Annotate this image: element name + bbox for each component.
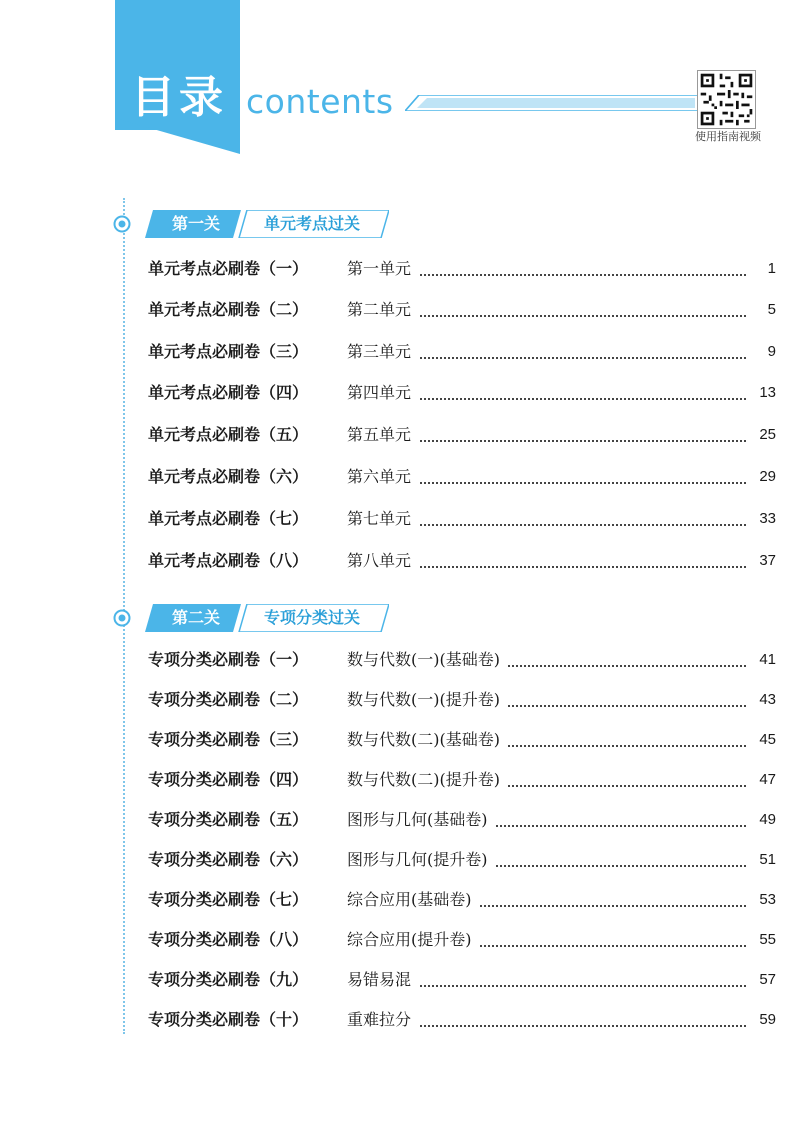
entry-title: 重难拉分 — [347, 1005, 419, 1035]
entry-page-number: 55 — [746, 925, 776, 955]
entry-label: 单元考点必刷卷（五） — [148, 425, 309, 444]
entry-page-number: 51 — [746, 845, 776, 875]
ring-bullet-icon — [113, 609, 131, 627]
entry-label: 专项分类必刷卷（七） — [148, 890, 309, 909]
entry-title: 第四单元 — [347, 378, 419, 408]
entry-title: 第五单元 — [347, 420, 419, 450]
toc-entry[interactable] — [148, 504, 776, 534]
entry-title: 数与代数(一)(基础卷) — [347, 645, 508, 675]
section-number: 第一关 — [171, 214, 220, 233]
entry-label: 单元考点必刷卷（八） — [148, 551, 309, 570]
toc-entry[interactable] — [148, 685, 776, 715]
toc-entry[interactable] — [148, 965, 776, 995]
entry-page-number: 13 — [746, 378, 776, 408]
section-number: 第二关 — [171, 608, 220, 627]
entry-page-number: 33 — [746, 504, 776, 534]
section-tag — [145, 604, 389, 632]
entry-page-number: 47 — [746, 765, 776, 795]
toc-entry[interactable] — [148, 765, 776, 795]
toc-entry[interactable] — [148, 420, 776, 450]
page-title: 目录 — [131, 72, 227, 123]
entry-title: 第二单元 — [347, 295, 419, 325]
entry-page-number: 37 — [746, 546, 776, 576]
entry-label: 专项分类必刷卷（九） — [148, 970, 309, 989]
entry-label: 单元考点必刷卷（二） — [148, 300, 309, 319]
toc-entry[interactable] — [148, 462, 776, 492]
entry-label: 专项分类必刷卷（四） — [148, 770, 309, 789]
qr-caption: 使用指南视频 — [695, 130, 761, 143]
entry-title: 图形与几何(基础卷) — [347, 805, 496, 835]
entry-title: 第七单元 — [347, 504, 419, 534]
toc-entry[interactable] — [148, 885, 776, 915]
entry-page-number: 57 — [746, 965, 776, 995]
entry-title: 综合应用(基础卷) — [347, 885, 480, 915]
toc-entry[interactable] — [148, 337, 776, 367]
toc-entry[interactable] — [148, 378, 776, 408]
entry-title: 数与代数(二)(提升卷) — [347, 765, 508, 795]
entry-label: 专项分类必刷卷（六） — [148, 850, 309, 869]
entry-title: 图形与几何(提升卷) — [347, 845, 496, 875]
entry-label: 专项分类必刷卷（二） — [148, 690, 309, 709]
entry-label: 专项分类必刷卷（五） — [148, 810, 309, 829]
entry-label: 单元考点必刷卷（一） — [148, 259, 309, 278]
entry-title: 易错易混 — [347, 965, 419, 995]
toc-entry[interactable] — [148, 295, 776, 325]
entry-title: 第一单元 — [347, 254, 419, 284]
entry-label: 专项分类必刷卷（三） — [148, 730, 309, 749]
entry-page-number: 59 — [746, 1005, 776, 1035]
entry-title: 第八单元 — [347, 546, 419, 576]
entry-label: 专项分类必刷卷（十） — [148, 1010, 309, 1029]
qr-code-image[interactable] — [697, 70, 756, 129]
entry-title: 数与代数(二)(基础卷) — [347, 725, 508, 755]
toc-entry[interactable] — [148, 725, 776, 755]
toc-entry[interactable] — [148, 805, 776, 835]
entry-page-number: 29 — [746, 462, 776, 492]
page-subtitle: contents — [246, 82, 394, 121]
toc-entry[interactable] — [148, 1005, 776, 1035]
toc-entry[interactable] — [148, 645, 776, 675]
entry-page-number: 53 — [746, 885, 776, 915]
toc-entry[interactable] — [148, 845, 776, 875]
entry-page-number: 43 — [746, 685, 776, 715]
entry-label: 单元考点必刷卷（七） — [148, 509, 309, 528]
entry-page-number: 1 — [746, 254, 776, 284]
entry-label: 专项分类必刷卷（八） — [148, 930, 309, 949]
entry-label: 单元考点必刷卷（六） — [148, 467, 309, 486]
entry-title: 第三单元 — [347, 337, 419, 367]
entry-page-number: 41 — [746, 645, 776, 675]
entry-page-number: 5 — [746, 295, 776, 325]
section-name: 专项分类过关 — [263, 608, 360, 627]
qr-code-icon — [698, 71, 755, 128]
toc-entry[interactable] — [148, 925, 776, 955]
entry-page-number: 9 — [746, 337, 776, 367]
entry-page-number: 25 — [746, 420, 776, 450]
ring-bullet-icon — [113, 215, 131, 233]
section-tag — [145, 210, 389, 238]
entry-page-number: 45 — [746, 725, 776, 755]
section-name: 单元考点过关 — [263, 214, 360, 233]
header-decorative-rule — [405, 95, 705, 111]
entry-label: 单元考点必刷卷（四） — [148, 383, 309, 402]
entry-title: 数与代数(一)(提升卷) — [347, 685, 508, 715]
entry-title: 第六单元 — [347, 462, 419, 492]
entry-label: 专项分类必刷卷（一） — [148, 650, 309, 669]
entry-label: 单元考点必刷卷（三） — [148, 342, 309, 361]
entry-page-number: 49 — [746, 805, 776, 835]
entry-title: 综合应用(提升卷) — [347, 925, 480, 955]
toc-entry[interactable] — [148, 254, 776, 284]
toc-entry[interactable] — [148, 546, 776, 576]
